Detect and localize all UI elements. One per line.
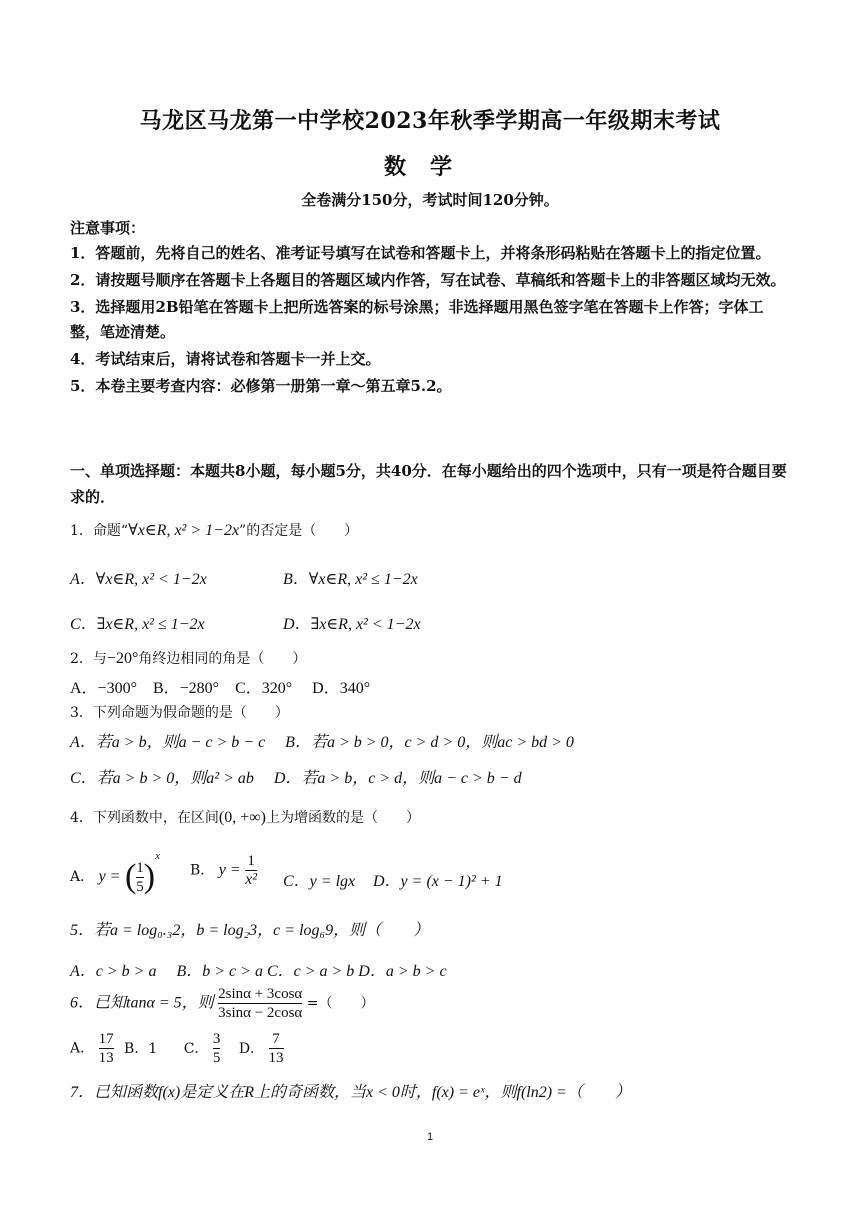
q1-option-c: C．∃x∈R, x² ≤ 1−2x [70, 616, 205, 633]
question-1 [70, 521, 358, 541]
q4-option-a: A． y = ( $\frac{1}{5}$ )$^x$ [70, 850, 160, 895]
q3-options-ab: A．若a > b，则a − c > b − c B．若a > b > 0，c > d > 0，则ac > bd > 0 [70, 734, 574, 751]
exam-title: 马龙区马龙第一中学校2023年秋季学期高一年级期末考试 [139, 108, 721, 134]
q1-option-b: B．∀x∈R, x² ≤ 1−2x [283, 571, 418, 588]
subject-heading: 数学 [383, 154, 476, 180]
q4-b-fraction: $\frac{1}{\text{x²}}$ [245, 853, 258, 888]
q2-angle: −20° [106, 650, 139, 667]
q1-stem-math: ∀x∈R, x² > 1−2x [128, 522, 240, 539]
notice-item: 2．请按题号顺序在答题卡上各题目的答题区域内作答，写在试卷、草稿纸和答题卡上的非答题区域均无效。 [70, 271, 786, 289]
q1-option-a: A．∀x∈R, x² < 1−2x [70, 571, 207, 588]
q2-options: A．−300° B．−280° C．320° D．340° [70, 680, 371, 697]
q4-a-fraction: $\frac{1}{5}$ [136, 859, 144, 895]
notice-list [70, 241, 792, 401]
question-5: 5．若a = log₀.₃2，b = log₂3，c = log₆9，则（ ） [70, 922, 430, 939]
notice-item: 3．选择题用2B铅笔在答题卡上把所选答案的标号涂黑；非选择题用黑色签字笔在答题卡上作答；字体工整，笔迹清楚。 [70, 298, 764, 341]
exam-meta: 全卷满分150分，考试时间120分钟。 [301, 191, 559, 209]
page-number: 1 [426, 1131, 434, 1143]
q6-options: A． $\frac{17}{13}$ B．1 C． $\frac{3}{5}$ D． $\frac{7}{13}$ [70, 1031, 284, 1066]
notice-item: 1．答题前，先将自己的姓名、准考证号填写在试卷和答题卡上，并将条形码粘贴在答题卡上的指定位置。 [70, 244, 771, 262]
notice-item: 4．考试结束后，请将试卷和答题卡一并上交。 [70, 350, 381, 368]
q4-option-b: B． y = $\frac{1}{\text{x²}}$ [190, 853, 258, 888]
q6-option-b: B．1 [124, 1040, 158, 1057]
question-6: 6．已知tanα = 5，则 $\frac{2\sin\alpha + 3\cos\alpha}{3\sin\alpha - 2\cos\alpha}$ =（ ） [70, 986, 375, 1021]
q4-interval: (0, +∞) [218, 809, 267, 826]
q1-option-d: D．∃x∈R, x² < 1−2x [283, 616, 421, 633]
notice-heading: 注意事项： [70, 219, 146, 237]
q6-c-fraction: $\frac{3}{5}$ [212, 1031, 221, 1066]
q4-option-d: D．y = (x − 1)² + 1 [373, 873, 503, 890]
question-7: 7．已知函数f(x)是定义在R上的奇函数，当x < 0时，f(x) = eˣ，则f(ln2) =（ ） [70, 1084, 631, 1101]
q6-a-fraction: $\frac{17}{13}$ [98, 1031, 114, 1066]
q5-options: A．c > b > a B．b > c > a C．c > a > b D．a > b > c [70, 963, 447, 980]
question-2: 2．与−20°角终边相同的角是（ ） [70, 650, 307, 667]
q1-stem-b: ”的否定是（ ） [239, 523, 359, 539]
q1-stem-a: 1．命题“ [70, 523, 129, 539]
question-3: 3．下列命题为假命题的是（ ） [70, 705, 289, 721]
q3-options-cd: C．若a > b > 0，则a² > ab D．若a > b，c > d，则a − c > b − d [70, 770, 522, 787]
q6-d-fraction: $\frac{7}{13}$ [268, 1031, 284, 1066]
q6-expression-fraction: $\frac{2\sin\alpha + 3\cos\alpha}{3\sin\alpha - 2\cos\alpha}$ [218, 986, 303, 1021]
notice-item: 5．本卷主要考查内容：必修第一册第一章～第五章5.2。 [70, 377, 452, 395]
section-heading: 一、单项选择题：本题共8小题，每小题5分，共40分．在每小题给出的四个选项中，只有一项是符合题目要求的． [70, 462, 787, 506]
q4-option-c: C．y = lgx [283, 873, 356, 890]
question-4: 4．下列函数中，在区间(0, +∞)上为增函数的是（ ） [70, 809, 421, 826]
